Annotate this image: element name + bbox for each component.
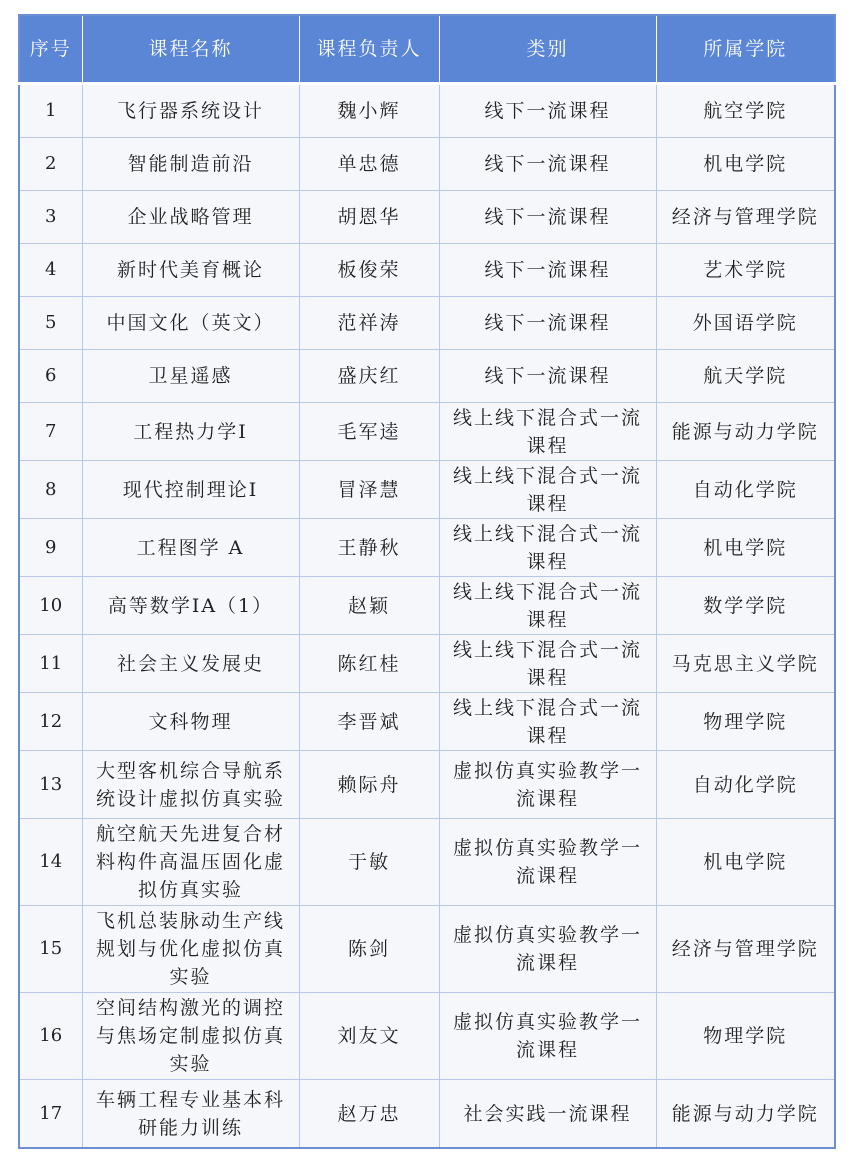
cell-category: 线下一流课程 [439,138,656,191]
cell-college: 能源与动力学院 [656,403,835,461]
cell-course-owner: 胡恩华 [299,191,439,244]
cell-college: 物理学院 [656,693,835,751]
cell-index: 17 [19,1080,82,1149]
cell-index: 2 [19,138,82,191]
cell-course-name: 社会主义发展史 [82,635,299,693]
cell-course-name: 高等数学IA（1） [82,577,299,635]
table-row [19,577,835,635]
table-row [19,350,835,403]
table-row [19,819,835,906]
cell-college: 航天学院 [656,350,835,403]
cell-course-name: 企业战略管理 [82,191,299,244]
cell-category: 线下一流课程 [439,350,656,403]
table-row [19,993,835,1080]
cell-index: 12 [19,693,82,751]
cell-course-name: 航空航天先进复合材料构件高温压固化虚拟仿真实验 [82,819,299,906]
cell-college: 自动化学院 [656,461,835,519]
cell-course-name: 大型客机综合导航系统设计虚拟仿真实验 [82,751,299,819]
cell-index: 7 [19,403,82,461]
cell-index: 15 [19,906,82,993]
cell-course-name: 空间结构激光的调控与焦场定制虚拟仿真实验 [82,993,299,1080]
cell-course-owner: 赵万忠 [299,1080,439,1149]
cell-index: 10 [19,577,82,635]
cell-category: 虚拟仿真实验教学一流课程 [439,751,656,819]
table-row [19,693,835,751]
cell-category: 虚拟仿真实验教学一流课程 [439,906,656,993]
cell-index: 11 [19,635,82,693]
cell-college: 机电学院 [656,819,835,906]
table-row [19,403,835,461]
table-row [19,191,835,244]
cell-category: 线下一流课程 [439,297,656,350]
header-row [19,15,835,84]
table-row [19,519,835,577]
cell-index: 9 [19,519,82,577]
cell-course-owner: 于敏 [299,819,439,906]
cell-course-owner: 陈红桂 [299,635,439,693]
table-row [19,244,835,297]
cell-college: 艺术学院 [656,244,835,297]
cell-category: 社会实践一流课程 [439,1080,656,1149]
cell-category: 线下一流课程 [439,191,656,244]
cell-index: 4 [19,244,82,297]
cell-course-owner: 范祥涛 [299,297,439,350]
cell-index: 13 [19,751,82,819]
course-table-container [18,14,834,1149]
cell-category: 线上线下混合式一流课程 [439,635,656,693]
cell-category: 线上线下混合式一流课程 [439,461,656,519]
header-course-name: 课程名称 [82,15,299,84]
cell-category: 线下一流课程 [439,84,656,138]
table-header [19,15,835,84]
cell-college: 数学学院 [656,577,835,635]
cell-index: 8 [19,461,82,519]
cell-course-name: 新时代美育概论 [82,244,299,297]
cell-course-owner: 魏小辉 [299,84,439,138]
cell-college: 机电学院 [656,138,835,191]
cell-index: 16 [19,993,82,1080]
cell-course-owner: 毛军逵 [299,403,439,461]
cell-college: 经济与管理学院 [656,191,835,244]
table-row [19,297,835,350]
cell-college: 能源与动力学院 [656,1080,835,1149]
cell-category: 线上线下混合式一流课程 [439,577,656,635]
cell-category: 线下一流课程 [439,244,656,297]
header-college: 所属学院 [656,15,835,84]
cell-course-name: 飞行器系统设计 [82,84,299,138]
cell-category: 虚拟仿真实验教学一流课程 [439,819,656,906]
cell-course-owner: 王静秋 [299,519,439,577]
cell-course-owner: 板俊荣 [299,244,439,297]
header-course-owner: 课程负责人 [299,15,439,84]
cell-college: 经济与管理学院 [656,906,835,993]
table-row [19,635,835,693]
cell-college: 机电学院 [656,519,835,577]
table-body [19,84,835,1149]
cell-course-name: 中国文化（英文） [82,297,299,350]
cell-course-owner: 盛庆红 [299,350,439,403]
table-row [19,906,835,993]
cell-category: 虚拟仿真实验教学一流课程 [439,993,656,1080]
cell-college: 物理学院 [656,993,835,1080]
cell-college: 自动化学院 [656,751,835,819]
cell-course-name: 车辆工程专业基本科研能力训练 [82,1080,299,1149]
cell-college: 航空学院 [656,84,835,138]
table-row [19,751,835,819]
cell-course-name: 工程图学 A [82,519,299,577]
cell-course-name: 现代控制理论I [82,461,299,519]
cell-index: 6 [19,350,82,403]
cell-course-name: 飞机总装脉动生产线规划与优化虚拟仿真实验 [82,906,299,993]
cell-index: 14 [19,819,82,906]
header-index: 序号 [19,15,82,84]
cell-course-owner: 陈剑 [299,906,439,993]
cell-course-owner: 单忠德 [299,138,439,191]
cell-course-owner: 赵颖 [299,577,439,635]
cell-index: 5 [19,297,82,350]
cell-category: 线上线下混合式一流课程 [439,519,656,577]
cell-course-owner: 李晋斌 [299,693,439,751]
cell-course-name: 卫星遥感 [82,350,299,403]
cell-course-owner: 冒泽慧 [299,461,439,519]
table-row [19,138,835,191]
cell-course-name: 智能制造前沿 [82,138,299,191]
table-row [19,1080,835,1149]
table-row [19,84,835,138]
cell-college: 马克思主义学院 [656,635,835,693]
cell-course-name: 文科物理 [82,693,299,751]
table-row [19,461,835,519]
cell-course-owner: 赖际舟 [299,751,439,819]
cell-course-owner: 刘友文 [299,993,439,1080]
cell-category: 线上线下混合式一流课程 [439,693,656,751]
course-table [18,14,836,1149]
cell-index: 1 [19,84,82,138]
cell-index: 3 [19,191,82,244]
cell-course-name: 工程热力学I [82,403,299,461]
cell-category: 线上线下混合式一流课程 [439,403,656,461]
header-category: 类别 [439,15,656,84]
cell-college: 外国语学院 [656,297,835,350]
